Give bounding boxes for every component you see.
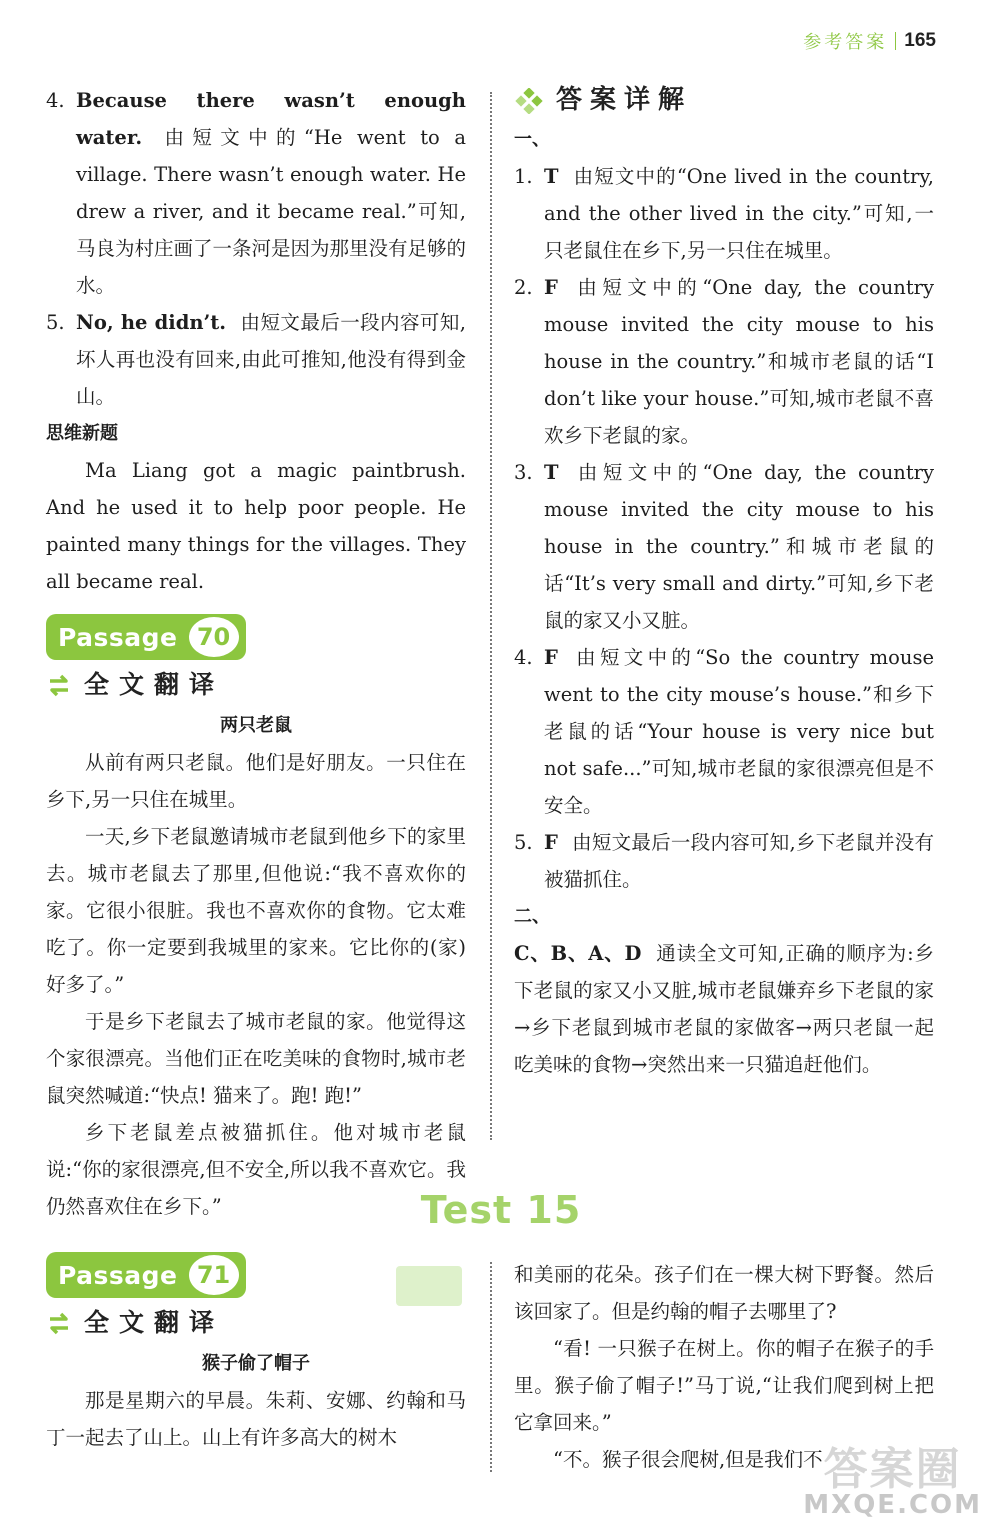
item-explanation: 由短文最后一段内容可知,坏人再也没有回来,由此可推知,他没有得到金山。: [76, 311, 466, 408]
item-answer: T: [544, 461, 559, 484]
item-number: 3.: [514, 461, 533, 484]
item-number: 4.: [46, 89, 65, 112]
item-explanation: 由短文最后一段内容可知,乡下老鼠并没有被猫抓住。: [544, 831, 934, 891]
item-explanation: 由短文中的“So the country mouse went to the city mouse’s house.”和乡下老鼠的话“Your house is very nice but not safe...”可知,城市老鼠的家很漂亮但是不安全。: [544, 646, 934, 817]
story-paragraph: “看! 一只猴子在树上。你的帽子在猴子的手里。猴子偷了帽子!”马丁说,“让我们爬到树上把它拿回来。”: [514, 1337, 934, 1434]
item-number: 5.: [514, 831, 533, 854]
story-paragraph: 于是乡下老鼠去了城市老鼠的家。他觉得这个家很漂亮。当他们正在吃美味的食物时,城市老鼠突然喊道:“快点! 猫来了。跑! 跑!”: [46, 1010, 466, 1107]
answers-detail-title: 答案详解: [556, 85, 693, 115]
passage-word: Passage: [58, 1260, 178, 1290]
answer-item-5: [46, 304, 466, 415]
item-number: 4.: [514, 646, 533, 669]
story-paragraph-continued: 和美丽的花朵。孩子们在一棵大树下野餐。然后该回家了。但是约翰的帽子去哪里了?: [514, 1263, 934, 1323]
swap-arrows-icon: [46, 672, 72, 698]
item-number: 2.: [514, 276, 533, 299]
story-paragraph: “不。猴子很会爬树,但是我们不: [553, 1448, 823, 1471]
passage-70-badge: [46, 614, 246, 660]
passage-number: 71: [186, 1252, 242, 1298]
translation-section-header: [46, 666, 466, 703]
order-answer-key: C、B、A、D: [514, 942, 642, 965]
item-answer: F: [544, 831, 558, 854]
tf-item-2: [514, 269, 934, 454]
watermark-logo-text: 答案圈: [823, 1444, 962, 1495]
section-title: 全文翻译: [84, 670, 225, 699]
diamond-cluster-icon: [514, 88, 544, 114]
answer-item-4: [46, 82, 466, 304]
left-column: [46, 82, 466, 1225]
item-answer: No, he didn’t.: [76, 311, 227, 334]
watermark: [803, 1444, 982, 1520]
column-divider-top: [490, 92, 492, 1140]
header-label: 参考答案: [803, 32, 888, 53]
item-number: 5.: [46, 311, 65, 334]
thinking-text: Ma Liang got a magic paintbrush. And he used it to help poor people. He painted many things for the villages. They all became real.: [46, 459, 466, 593]
test-title: Test 15: [420, 1188, 582, 1232]
left-column-bottom: [46, 1252, 466, 1456]
translation-section-header: [46, 1304, 466, 1341]
watermark-url: MXQE.COM: [803, 1490, 982, 1520]
item-number: 1.: [514, 165, 533, 188]
item-answer: T: [544, 165, 559, 188]
story-paragraph: 那是星期六的早晨。朱莉、安娜、约翰和马丁一起去了山上。山上有许多高大的树木: [46, 1389, 466, 1449]
item-answer: F: [544, 276, 558, 299]
page-number: 165: [904, 30, 936, 51]
passage-number: 70: [186, 614, 242, 660]
tf-item-5: [514, 824, 934, 898]
passage-word: Passage: [58, 622, 178, 652]
story-paragraph: 乡下老鼠差点被猫抓住。他对城市老鼠说:“你的家很漂亮,但不安全,所以我不喜欢它。我仍然喜欢住在乡下。”: [46, 1121, 466, 1218]
answers-detail-header: [514, 82, 934, 119]
story-paragraph: 一天,乡下老鼠邀请城市老鼠到他乡下的家里去。城市老鼠去了那里,但他说:“我不喜欢你的家。它很小很脏。我也不喜欢你的食物。它太难吃了。你一定要到我城里的家来。它比你的(家)好多了。”: [46, 825, 466, 996]
item-explanation: 由短文中的“One day, the country mouse invited the city mouse to his house in the country.”和城市老鼠的话“I don’t like your house.”可知,城市老鼠不喜欢乡下老鼠的家。: [544, 276, 934, 447]
column-divider-bottom: [490, 1262, 492, 1472]
tf-item-4: [514, 639, 934, 824]
item-explanation: 由短文中的“One lived in the country, and the other lived in the city.”可知,一只老鼠住在乡下,另一只住在城里。: [544, 165, 934, 262]
item-answer: F: [544, 646, 558, 669]
page-header: [803, 28, 936, 54]
story-title: 猴子偷了帽子: [202, 1353, 310, 1374]
thinking-title: 思维新题: [46, 423, 118, 444]
section-title: 全文翻译: [84, 1308, 225, 1337]
tf-item-1: [514, 158, 934, 269]
story-title: 两只老鼠: [220, 715, 292, 736]
header-divider: [895, 32, 896, 50]
tf-item-3: [514, 454, 934, 639]
order-explanation: 通读全文可知,正确的顺序为:乡下老鼠的家又小又脏,城市老鼠嫌弃乡下老鼠的家→乡下老鼠到城市老鼠的家做客→两只老鼠一起吃美味的食物→突然出来一只猫追赶他们。: [514, 942, 934, 1076]
passage-71-badge: [46, 1252, 246, 1298]
swap-arrows-icon: [46, 1310, 72, 1336]
item-explanation: 由短文中的“He went to a village. There wasn’t enough water. He drew a river, and it became real.”可知,马良为村庄画了一条河是因为那里没有足够的水。: [76, 126, 467, 297]
item-answer: Because there wasn’t enough water.: [76, 89, 466, 149]
part-one-label: 一、: [514, 129, 550, 150]
part-two-label: 二、: [514, 906, 550, 927]
right-column: [514, 82, 934, 1083]
item-explanation: 由短文中的“One day, the country mouse invited the city mouse to his house in the country.”和城市老鼠的话“It’s very small and dirty.”可知,乡下老鼠的家又小又脏。: [544, 461, 934, 632]
story-paragraph: 从前有两只老鼠。他们是好朋友。一只住在乡下,另一只住在城里。: [46, 751, 466, 811]
order-answer: [514, 935, 934, 1083]
